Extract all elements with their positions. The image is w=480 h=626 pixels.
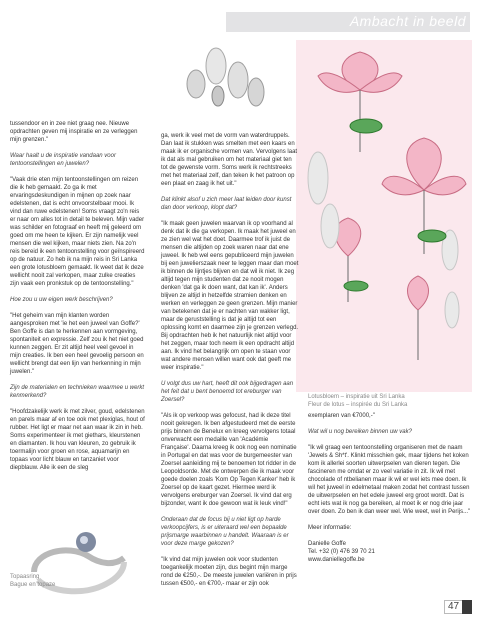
lotus-flowers-photo: [296, 40, 472, 392]
contact-heading: Meer informatie:: [308, 525, 352, 531]
section-header-bar: [226, 12, 470, 32]
col1-answer: "Vaak drie eten mijn tentoonstellingen om reizen die ik heb gemaakt. Zo ga ik met ervaringsdeskundigen in mijnen op zoek naar edelstenen, dat is echt onvoorstelbaar mooi. Ik vind dan ruwe edelstenen! Soms vraagt zo'n reis er naar om alles tot in detail te beleven. Mijn vader was schilder en fotograaf en heeft mij geleerd om goed om me heen te kijken. Er zijn namelijk veel mensen die wel kijken, maar niets zien. Na zo'n reis bereid ik een tentoonstelling voor geïnspireerd op de natuur. Zo heb ik na mijn reis in Sri Lanka een grote lotusbloem gemaakt. Ik weet dat ik deze wellicht nooit zal verkopen, maar zulke creaties zijn vaak een pronkstuk op de tentoonstelling.": [10, 177, 145, 287]
jewel-sculptures-photo: [160, 40, 284, 126]
flowers-caption-2: Fleur de lotus – inspirée du Sri Lanka: [308, 402, 408, 408]
article-column-3: [308, 412, 472, 572]
page-number: 47: [444, 600, 463, 614]
contact-name: Danielle Goffe: [308, 541, 346, 547]
col2-answer: "Ik maak geen juwelen waarvan ik op voorhand al denk dat ik die ga verkopen. Ik maak het juweel en ze zien wel wat het doet. Daarmee trof ik juist de mensen die altijden op zoek waren naar dat ene juweel. Ik heb wel eens gepubliceerd mijn juwelen bij een juwelierszaak neer te leggen maar dan moet ik binnen de lijntjes blijven en dat wil ik niet. Ik zeg altijd tegen mijn studenten dat ze nooit mogen denken 'dat ga ik doen want, dat kan ik'. Anders blijven ze altijd in hetzelfde stramien denken en werken en verleggen ze geen grenzen. Mijn manier van betekenen dat je er nachten van wakker ligt, maar de geruststelling is dat je altijd tot een oplossing komt en daarmee zijn je grenzen verlegd. Bij opdrachten heb ik het natuurlijk niet altijd voor het zeggen, maar toch neem ik een opdracht altijd aan. Ik vind het belangrijk om open te staan voor wat andere mensen willen want ook dat geeft me weer inspiratie.": [161, 221, 299, 371]
page-number-bar: [462, 600, 472, 614]
article-column-2: [161, 132, 299, 596]
col1-question: Hoe zou u uw eigen werk beschrijven?: [10, 297, 113, 303]
col3-paragraph: exemplaren van €7000,-": [308, 413, 375, 419]
col3-answer: "Ik wil graag een tentoonstelling organiseren met de naam 'Jewels & Sh*t'. Klinkt misschien gek, maar tijdens het koken kom ik allerlei soorten uitwerpselen van dieren tegen. Die fascineren me omdat er zo veel variatie in zit. Ik wil met chocolade of ntbelianen maar ik wil er wel iets mee doen. Ik wil het juweel in edelmetaal maken zodat het contrast tussen de uitwerpselen en het edele juweel erg groot wordt. Dat is echt iets wat ik nog ga bereiken, al moet ik er nog drie jaar over doen. Zo ben ik dan weer wel. Wie weet, wel in Perijs...": [308, 445, 471, 515]
col1-question: Waar haalt u de inspiratie vandaan voor tentoonstellingen en juwelen?: [10, 153, 116, 167]
contact-website[interactable]: www.daniellegoffe.be: [308, 557, 365, 563]
col2-answer: "Ik vind dat mijn juwelen ook voor studenten toegankelijk moeten zijn, dus begint mijn marge rond de €250,-. De meeste juwelen variëren in prijs tussen €500,- en €700,- maar er zijn ook: [161, 557, 297, 587]
flowers-caption-1: Lotusbloem – inspiratie uit Sri Lanka: [308, 394, 405, 400]
contact-phone: Tel. +32 (0) 476 39 70 21: [308, 549, 375, 555]
col2-paragraph: ga, werk ik veel met de vorm van waterdruppels. Dan laat ik stukken was smelten met een kaars en maak ik er organische vormen van. Vervolgens laat ik dat als mal gebruiken om het materiaal giet ten tot de gewenste vorm. Soms werk ik rechtstreeks met het materiaal zelf, dan teken ik het patroon op een plaat en zaag ik het uit.": [161, 133, 298, 187]
col1-paragraph: tussendoor en in zee niet graag nee. Nieuwe opdrachten geven mij inspiratie en ze verleggen mijn grenzen.": [10, 121, 138, 143]
col1-answer: "Het geheim van mijn klanten worden aangesproken met 'ie het een juweel van Goffe?' Ben Goffe is dan te herkennen aan vormgeving, spontaniteit en expressie. Zelf zou ik het niet goed kunnen zeggen. Er zit altijd heel veel gevoel in mijn creaties. Ik ben een heel gevoelig persoon en wellicht brengt dat een lijn van herkenning in mijn juwelen.": [10, 313, 144, 375]
col2-question: Dat klinkt alsof u zich meer laat leiden door kunst dan door verkoop, klopt dat?: [161, 197, 292, 211]
col3-question: Wat wil u nog bereiken binnen uw vak?: [308, 429, 412, 435]
article-column-1: [10, 120, 146, 480]
col2-answer: "Als ik op verkoop was gefocust, had ik deze titel nooit gekregen. Ik ben afgestudeerd met de eerste prijs binnen de Benelux en kreeg vervolgens totaal onverwacht een medaille van 'Académie Française'. Daarna kreeg ik ook nog een nominatie in Portugal en dat was voor de burgemeester van Zoersel aanleiding mij te benoemen tot ridder in de Leopoldsorde. Met de ontwerpen die ik maak voor goede doelen zoals 'Kom Op Tegen Kanker' heb ik Zoersel op de kaart gezet. Hiermee werd ik vervolgens ereburger van Zoersel. Ik vind dat erg bijzonder, want ik doe gewoon wat ik leuk vind!": [161, 413, 297, 507]
topaz-ring-photo: [10, 500, 146, 620]
header-band: [0, 0, 480, 38]
col2-question: Onderaan dat de focus bij u niet ligt op harde verkoopcijfers, is er uiteraard wel een bepaalde prijsmarge waarbinnen u handelt. Waaraan is er voor deze marge gekozen?: [161, 517, 289, 547]
section-title: Ambacht in beeld: [349, 13, 466, 29]
col2-question: U volgt dus uw hart, heeft dit ook bijgedragen aan het feit dat u bent benoemd tot ereburger van Zoersel?: [161, 381, 294, 403]
col1-question: Zijn de materialen en technieken waarmee u werkt kenmerkend?: [10, 385, 145, 399]
ring-caption-2: Bague en topaze: [10, 582, 56, 588]
col1-answer: "Hoofdzakelijk werk ik met zilver, goud, edelstenen en parels maar af en toe ook met plexiglas, hout of rubber. Het ligt er maar net aan waar ik zin in heb. Soms experimenteer ik met giethars, kleurstenen en diamanten. Ik hou van kleuren, zo gebruik ik toermalijn voor groen en rose, aquamarijn en topaas voor licht blauw en tanzaniet voor diepblauw. Alle ik een de sleg: [10, 409, 145, 471]
ring-caption-1: Topaasring: [10, 574, 40, 580]
